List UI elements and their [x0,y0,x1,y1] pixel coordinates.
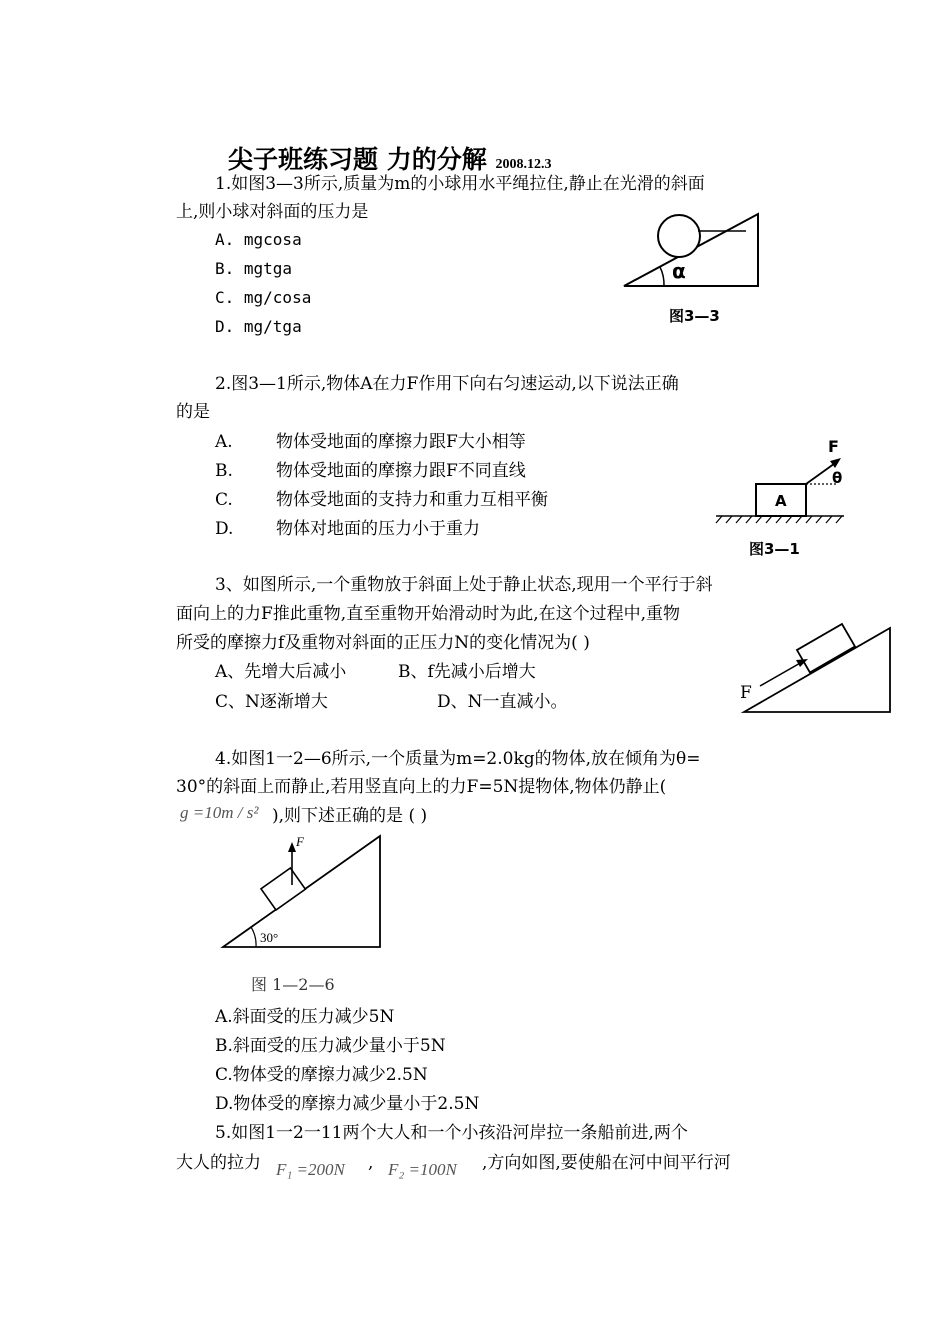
q2-option-a-text: 物体受地面的摩擦力跟F大小相等 [276,432,526,452]
q3-option-a: A、先增大后减小 [215,662,347,682]
q5-force-f1: F₁ =200N [276,1160,345,1179]
q5-separator: , [368,1153,374,1173]
q2-option-d-letter: D. [215,519,234,539]
q4-force-arrowhead [288,842,296,852]
q2-figure-block-force [712,430,852,530]
q2-option-c-text: 物体受地面的支持力和重力互相平衡 [276,490,548,510]
q1-option-a: A. mgcosa [215,230,302,249]
q2-force-label: F [828,437,839,456]
q1-angle-arc [660,267,664,286]
q4-angle-label: 30° [260,930,279,945]
q1-option-d: D. mg/tga [215,317,302,336]
q2-option-a-letter: A. [215,432,233,452]
q2-line1: 2.图3—1所示,物体A在力F作用下向右匀速运动,以下说法正确 [215,374,679,394]
q2-figure-caption: 图3—1 [749,540,800,558]
q1-figure-incline-ball [620,208,765,293]
q2-angle-label: θ [832,469,843,487]
q3-option-c: C、N逐渐增大 [215,692,328,712]
q5-line2-start: 大人的拉力 [176,1153,261,1173]
q4-option-b: B.斜面受的压力减少量小于5N [215,1036,446,1056]
q1-option-c: C. mg/cosa [215,288,312,307]
title-date: 2008.12.3 [495,157,552,172]
q3-option-b: B、f先减小后增大 [398,662,536,682]
q2-option-c-letter: C. [215,490,233,510]
q5-line2-end: ,方向如图,要使船在河中间平行河 [482,1153,731,1173]
q2-option-d-text: 物体对地面的压力小于重力 [276,519,480,539]
q4-line3: ),则下述正确的是 ( ) [272,806,428,826]
q4-option-c: C.物体受的摩擦力减少2.5N [215,1065,428,1085]
title-text: 尖子班练习题 力的分解 [228,145,487,174]
q3-line1: 3、如图所示,一个重物放于斜面上处于静止状态,现用一个平行于斜 [215,575,713,595]
q4-figure-incline [218,830,388,955]
q1-figure-caption: 图3—3 [669,307,720,325]
q3-force-label: F [740,683,752,703]
q1-ball [658,215,700,257]
q5-line1: 5.如图1一2一11两个大人和一个小孩沿河岸拉一条船前进,两个 [215,1123,688,1143]
q2-option-b-text: 物体受地面的摩擦力跟F不同直线 [276,461,526,481]
q1-angle-label: α [672,259,686,283]
q4-force-label: F [296,834,304,849]
q1-line1: 1.如图3—3所示,质量为m的小球用水平绳拉住,静止在光滑的斜面 [215,174,705,194]
q4-line1: 4.如图1一2—6所示,一个质量为m=2.0kg的物体,放在倾角为θ= [215,749,701,769]
q2-ground-hatch [716,516,842,523]
q4-figure-caption: 图 1—2—6 [251,975,335,994]
q4-block [261,868,305,910]
q4-option-d: D.物体受的摩擦力减少量小于2.5N [215,1094,480,1114]
q1-line2: 上,则小球对斜面的压力是 [176,202,369,222]
q4-angle-arc [251,927,256,947]
q3-option-d: D、N一直减小。 [437,692,568,712]
q3-line3: 所受的摩擦力f及重物对斜面的正压力N的变化情况为( ) [176,633,590,653]
q4-formula: g =10m / s² [180,803,259,822]
q2-block-label: A [775,492,787,510]
q4-option-a: A.斜面受的压力减少5N [215,1007,395,1027]
q3-figure-incline-push [740,625,895,717]
q2-line2: 的是 [176,402,210,422]
q2-option-b-letter: B. [215,461,233,481]
q5-force-f2: F₂ =100N [388,1160,457,1179]
q1-option-b: B. mgtga [215,259,293,278]
q4-line2: 30°的斜面上而静止,若用竖直向上的力F=5N提物体,物体仍静止( [176,777,667,797]
q3-line2: 面向上的力F推此重物,直至重物开始滑动时为此,在这个过程中,重物 [176,604,681,624]
